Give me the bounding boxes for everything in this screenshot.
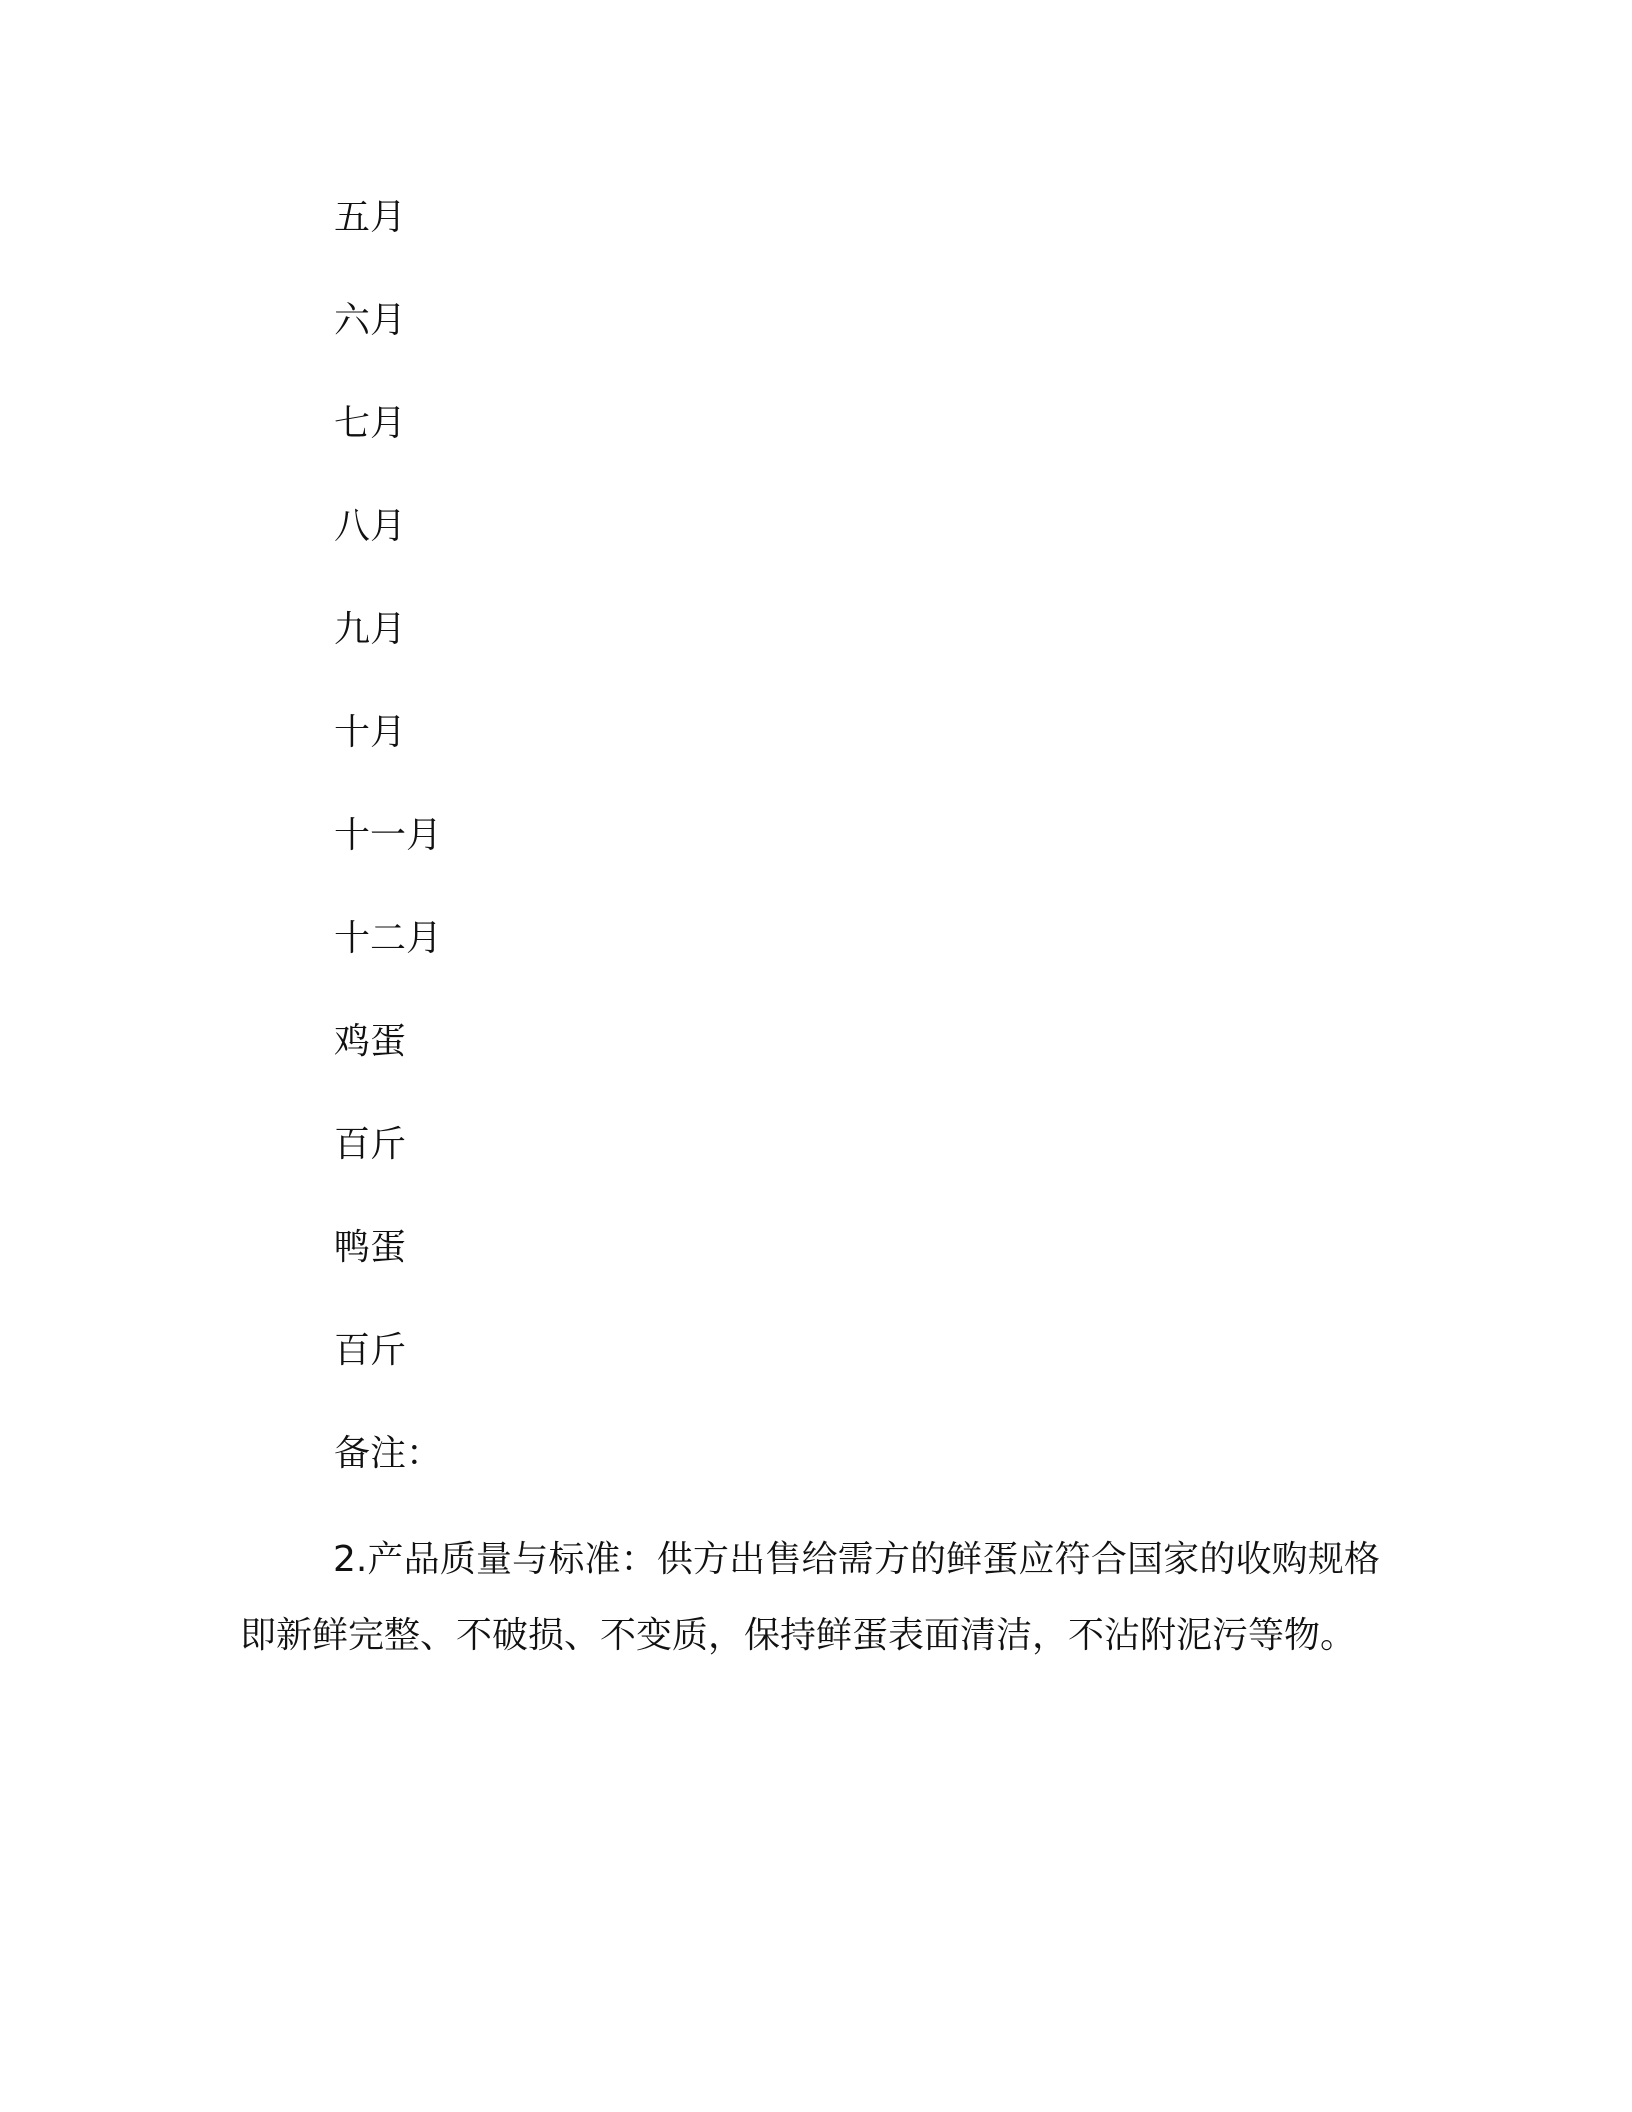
item-duck-egg: 鸭蛋 (334, 1227, 407, 1268)
month-august: 八月 (334, 506, 407, 547)
month-september: 九月 (334, 609, 407, 650)
month-june: 六月 (334, 300, 407, 341)
remarks-label: 备注： (334, 1433, 443, 1474)
month-may: 五月 (334, 197, 407, 238)
month-july: 七月 (334, 403, 407, 444)
month-november: 十一月 (334, 815, 443, 856)
item-chicken-egg: 鸡蛋 (334, 1021, 407, 1062)
unit-hundred-jin-2: 百斤 (334, 1330, 407, 1371)
quality-standard-paragraph: 2.产品质量与标准：供方出售给需方的鲜蛋应符合国家的收购规格即新鲜完整、不破损、不变质，保持鲜蛋表面清洁，不沾附泥污等物。 (240, 1539, 1380, 1656)
unit-hundred-jin-1: 百斤 (334, 1124, 407, 1165)
month-october: 十月 (334, 712, 407, 753)
month-december: 十二月 (334, 918, 443, 959)
